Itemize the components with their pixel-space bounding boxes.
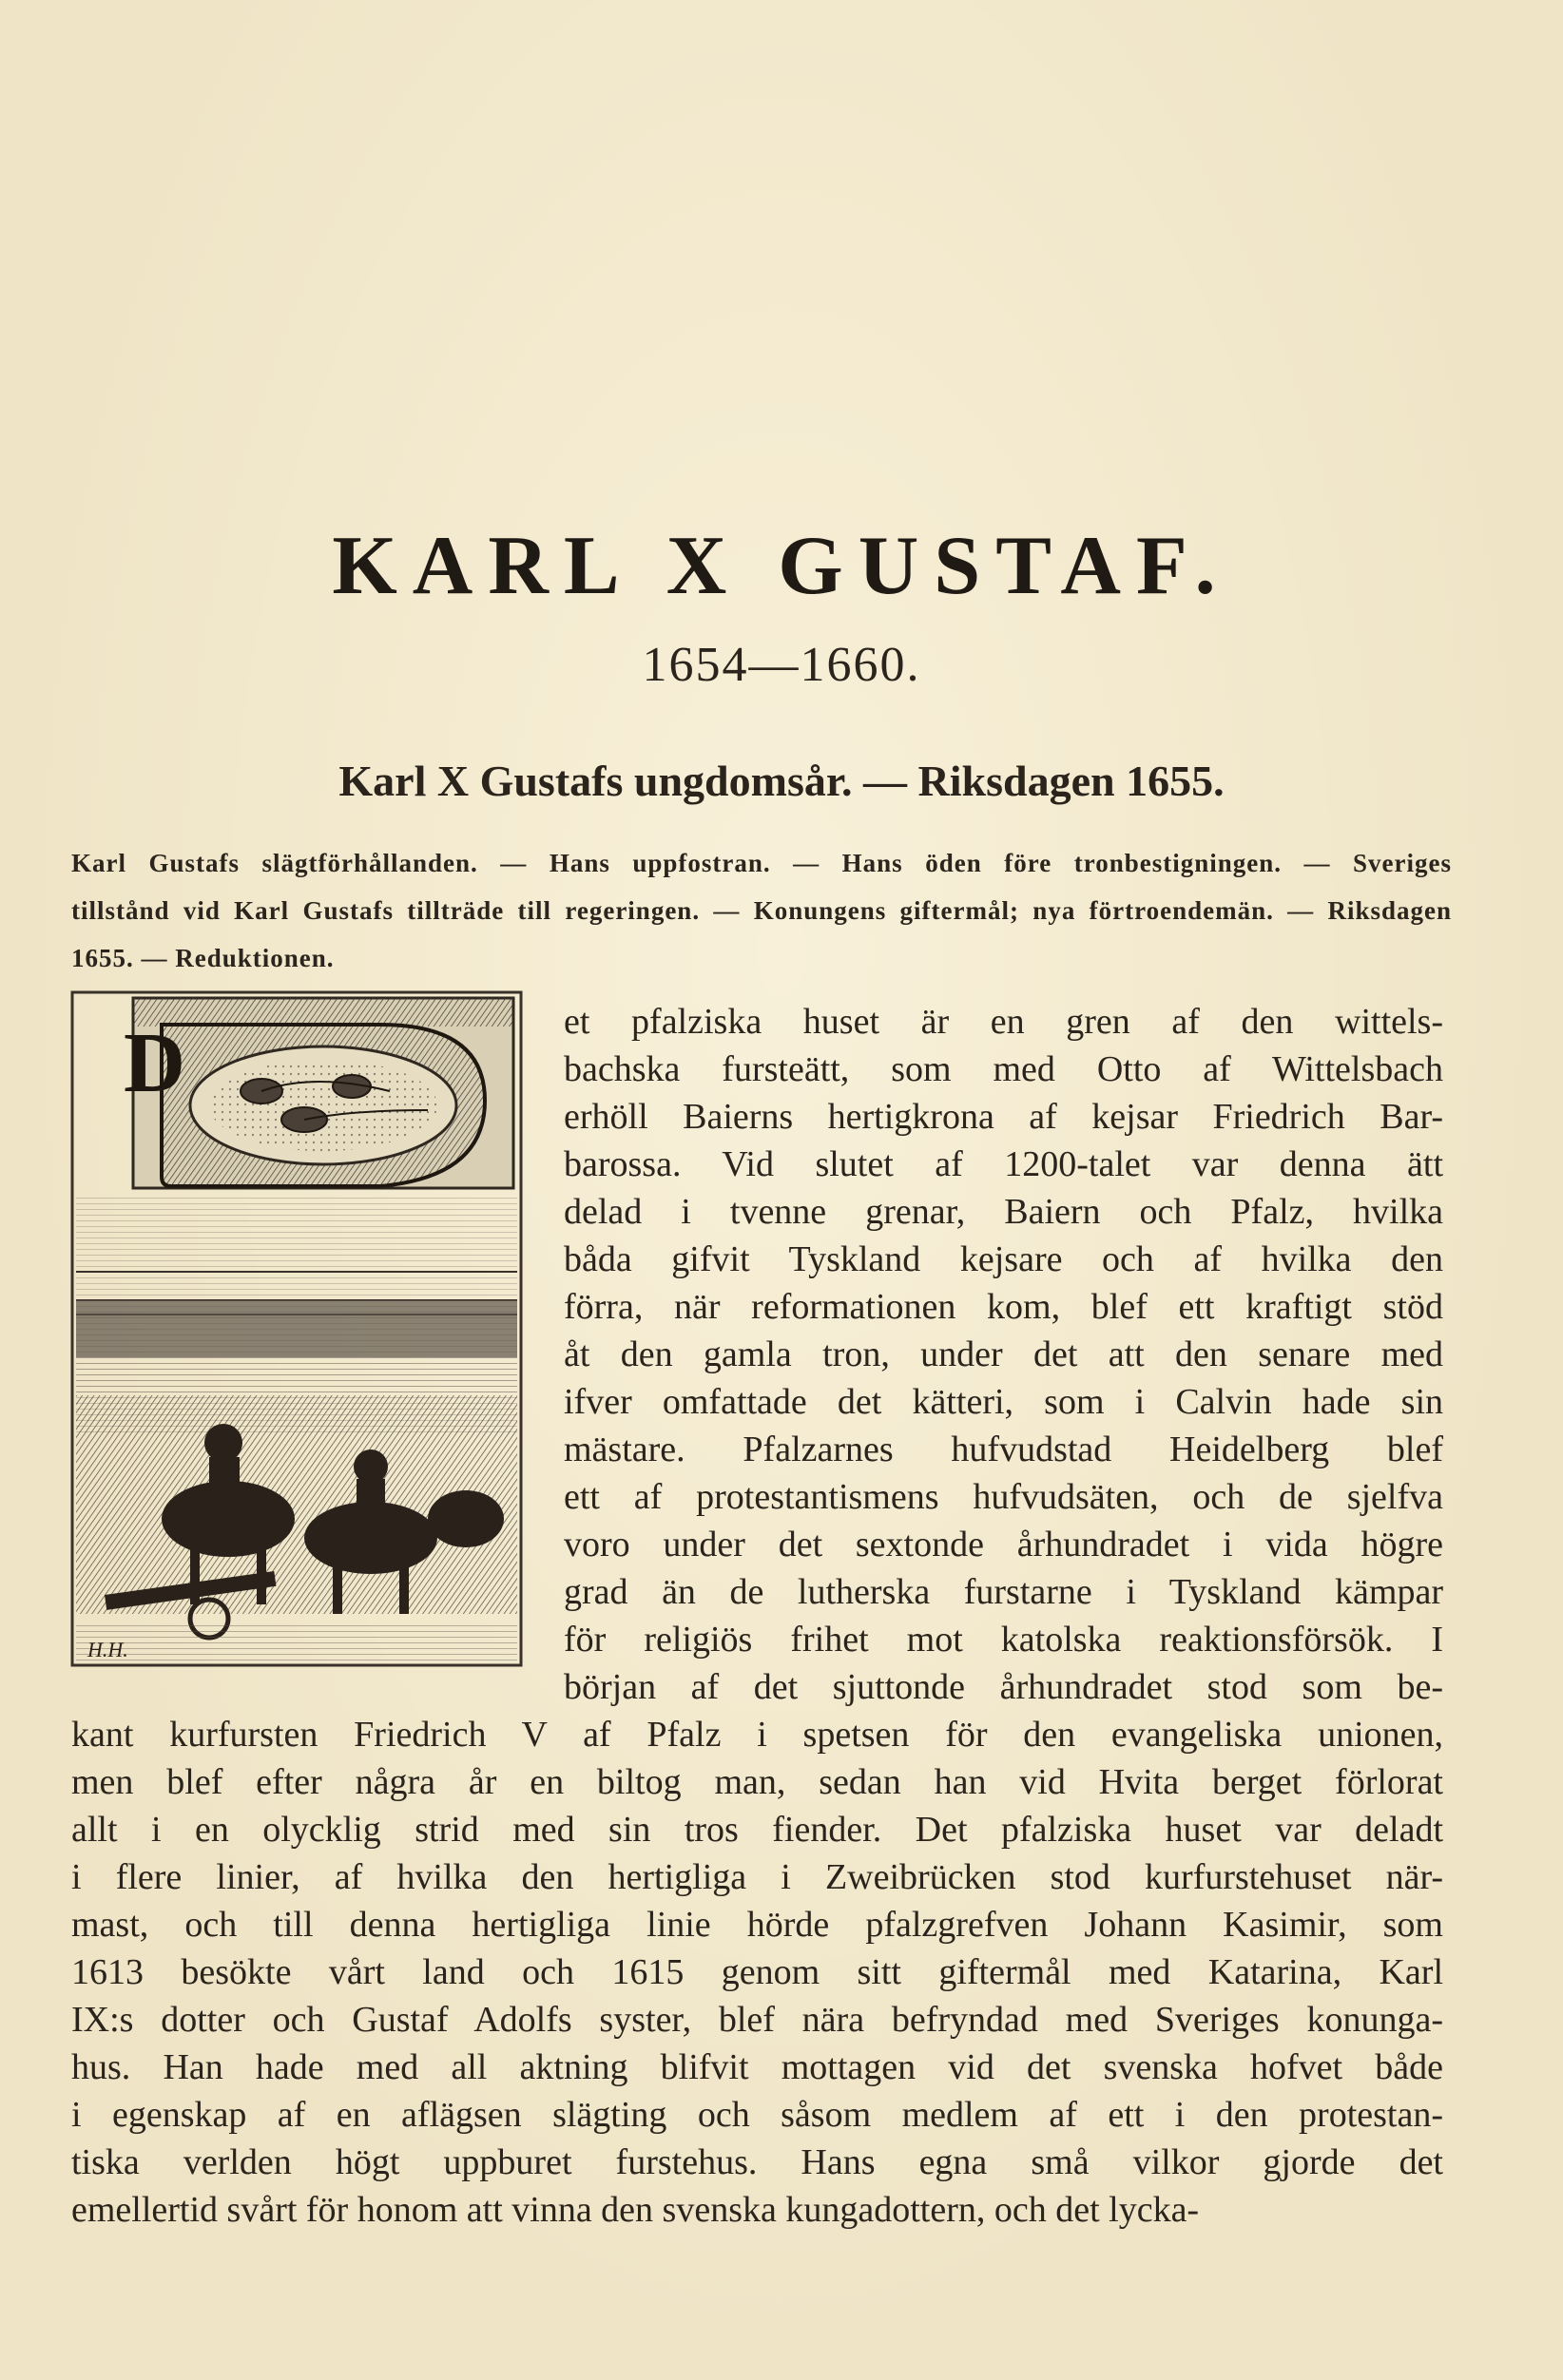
body-text-right-column	[564, 998, 1443, 1711]
body-line: voro under det sextonde århundradet i vida högre	[564, 1525, 1443, 1564]
body-line: början af det sjuttonde århundradet stod som be-	[564, 1667, 1443, 1707]
engraving-svg	[67, 987, 527, 1671]
body-line: mästare. Pfalzarnes hufvudstad Heidelberg blef	[564, 1430, 1443, 1469]
body-line: hus. Han hade med all aktning blifvit mottagen vid det svenska hofvet både	[71, 2047, 1443, 2087]
body-line: båda gifvit Tyskland kejsare och af hvilka den	[564, 1239, 1443, 1279]
engraver-signature: H.H.	[87, 1638, 128, 1661]
decorated-initial-illustration	[67, 987, 527, 1671]
body-line: grad än de lutherska furstarne i Tyskland kämpar	[564, 1572, 1443, 1612]
body-line: bachska fursteätt, som med Otto af Wittelsbach	[564, 1049, 1443, 1089]
body-line: et pfalziska huset är en gren af den wittels-	[564, 1002, 1443, 1042]
body-line: emellertid svårt för honom att vinna den svenska kungadottern, och det lycka-	[71, 2190, 1200, 2230]
chapter-subtitle: Karl X Gustafs ungdomsår. — Riksdagen 1655.	[338, 757, 1225, 805]
chapter-summary	[71, 839, 1452, 982]
initial-letter-plaque	[124, 998, 513, 1188]
body-line: men blef efter några år en biltog man, sedan han vid Hvita berget förlorat	[71, 1762, 1443, 1802]
body-line: i flere linier, af hvilka den hertigliga i Zweibrücken stod kurfurstehuset när-	[71, 1857, 1443, 1897]
summary-line: 1655. — Reduktionen.	[71, 944, 335, 972]
initial-letter: D	[124, 1016, 185, 1110]
body-line: tiska verlden högt uppburet furstehus. Hans egna små vilkor gjorde det	[71, 2142, 1443, 2182]
summary-line: Karl Gustafs slägtförhållanden. — Hans uppfostran. — Hans öden före tronbestigningen. — Sveriges	[71, 849, 1452, 877]
body-line: erhöll Baierns hertigkrona af kejsar Friedrich Bar-	[564, 1097, 1443, 1137]
body-line: IX:s dotter och Gustaf Adolfs syster, blef nära befryndad med Sveriges konunga-	[71, 2000, 1443, 2040]
body-line: förra, när reformationen kom, blef ett kraftigt stöd	[564, 1287, 1443, 1327]
body-line: i egenskap af en aflägsen slägting och såsom medlem af ett i den protestan-	[71, 2095, 1443, 2135]
body-line: ett af protestantismens hufvudsäten, och de sjelfva	[564, 1477, 1443, 1517]
body-line: 1613 besökte vårt land och 1615 genom sitt giftermål med Katarina, Karl	[71, 1952, 1443, 1992]
body-line: mast, och till denna hertigliga linie hörde pfalzgrefven Johann Kasimir, som	[71, 1905, 1443, 1945]
body-line: för religiös frihet mot katolska reaktionsförsök. I	[564, 1620, 1443, 1660]
body-line: barossa. Vid slutet af 1200-talet var denna ätt	[564, 1144, 1443, 1184]
body-line: delad i tvenne grenar, Baiern och Pfalz, hvilka	[564, 1192, 1443, 1232]
chapter-years: 1654—1660.	[642, 638, 921, 692]
summary-line: tillstånd vid Karl Gustafs tillträde till regeringen. — Konungens giftermål; nya förtroendemän. — Riksdagen	[71, 896, 1452, 925]
body-line: åt den gamla tron, under det att den senare med	[564, 1334, 1443, 1374]
body-line: kant kurfursten Friedrich V af Pfalz i spetsen för den evangeliska unionen,	[71, 1715, 1443, 1755]
body-line: allt i en olycklig strid med sin tros fiender. Det pfalziska huset var deladt	[71, 1810, 1443, 1850]
body-text-full-width	[71, 1711, 1443, 2234]
chapter-title: KARL X GUSTAF.	[332, 520, 1231, 612]
body-line: ifver omfattade det kätteri, som i Calvin hade sin	[564, 1382, 1443, 1422]
